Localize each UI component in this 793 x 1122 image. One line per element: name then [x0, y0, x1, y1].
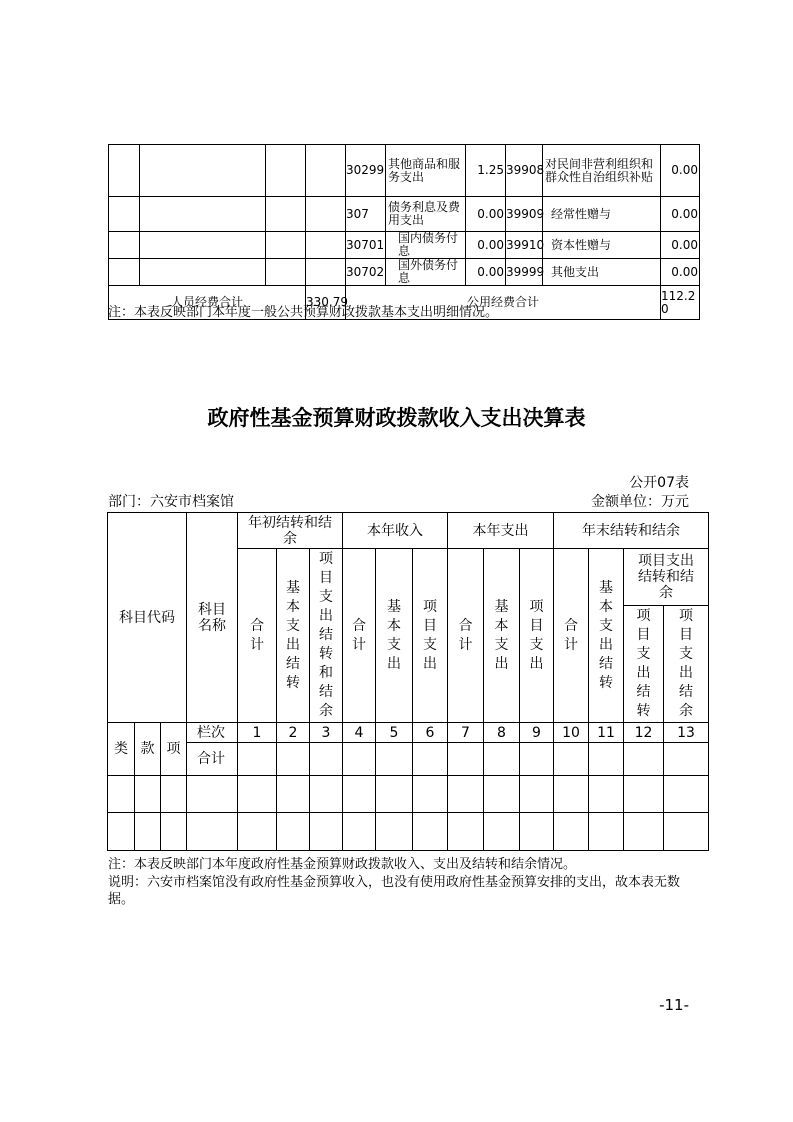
table-row — [109, 232, 700, 259]
table-row — [108, 813, 709, 851]
code-cell: 39999 — [506, 259, 543, 286]
col-basic-header: 基本支出 — [387, 598, 402, 672]
kuan-header: 款 — [135, 723, 161, 776]
code-cell: 39908 — [506, 145, 543, 197]
item-name-cell: 资本性赠与 — [543, 232, 661, 259]
amount-cell: 0.00 — [466, 197, 506, 232]
lei-header: 类 — [108, 723, 135, 776]
public-total-label: 公用经费合计 — [346, 286, 661, 320]
subject-code-header: 科目代码 — [108, 513, 187, 723]
col-number: 3 — [310, 723, 343, 743]
amount-cell: 0.00 — [466, 259, 506, 286]
code-cell: 39910 — [506, 232, 543, 259]
col-total-header: 合计 — [564, 617, 579, 653]
col-number: 10 — [554, 723, 589, 743]
xiang-header: 项 — [161, 723, 187, 776]
code-cell: 30702 — [346, 259, 386, 286]
col-basic-carry-header: 基本支出结转 — [599, 579, 614, 691]
col-number: 1 — [238, 723, 277, 743]
header-row — [108, 513, 709, 549]
code-cell: 30701 — [346, 232, 386, 259]
public-total-value: 112.20 — [661, 286, 700, 320]
page-number: -11- — [659, 996, 689, 1014]
amount-cell: 1.25 — [466, 145, 506, 197]
government-fund-table — [107, 512, 709, 851]
col-project-carry-header: 项目支出结转和结余 — [319, 551, 333, 719]
table-row — [109, 197, 700, 232]
amount-cell: 0.00 — [661, 197, 700, 232]
opening-balance-header: 年初结转和结余 — [238, 513, 343, 549]
item-name-cell: 国内债务付息 — [386, 232, 466, 259]
item-name-cell: 对民间非营利组织和群众性自治组织补贴 — [543, 145, 661, 197]
column-number-row — [108, 723, 709, 743]
col-project-surplus-header: 项目支出结余 — [679, 608, 694, 719]
table-row — [108, 776, 709, 813]
col-basic-header: 基本支出 — [494, 598, 509, 672]
lanci-label: 栏次 — [187, 723, 238, 743]
amount-cell: 0.00 — [661, 232, 700, 259]
project-carry-group-header: 项目支出结转和结余 — [624, 549, 709, 606]
col-number: 11 — [589, 723, 624, 743]
col-number: 6 — [413, 723, 448, 743]
col-number: 4 — [343, 723, 376, 743]
current-income-header: 本年收入 — [343, 513, 448, 549]
amount-cell: 0.00 — [661, 145, 700, 197]
code-cell: 30299 — [346, 145, 386, 197]
personnel-total-value: 330.79 — [306, 286, 346, 320]
item-name-cell: 经常性赠与 — [543, 197, 661, 232]
item-name-cell: 国外债务付息 — [386, 259, 466, 286]
col-number: 9 — [520, 723, 554, 743]
table-row — [109, 259, 700, 286]
col-project-carry-header: 项目支出结转 — [636, 608, 651, 719]
code-cell: 39909 — [506, 197, 543, 232]
total-row — [108, 743, 709, 776]
table2-explanation: 说明：六安市档案馆没有政府性基金预算收入，也没有使用政府性基金预算安排的支出，故本表无数据。 — [108, 875, 681, 907]
form-number: 公开07表 — [629, 475, 689, 491]
amount-cell: 0.00 — [466, 232, 506, 259]
amount-unit-label: 金额单位：万元 — [591, 494, 689, 510]
item-name-cell: 其他商品和服务支出 — [386, 145, 466, 197]
table2-note: 注：本表反映部门本年度政府性基金预算财政拨款收入、支出及结转和结余情况。 — [108, 857, 577, 872]
col-number: 13 — [664, 723, 709, 743]
col-total-header: 合计 — [352, 617, 367, 653]
col-number: 2 — [277, 723, 310, 743]
col-project-header: 项目支出 — [529, 598, 544, 672]
col-total-header: 合计 — [458, 617, 473, 653]
current-expense-header: 本年支出 — [448, 513, 554, 549]
expense-detail-table — [108, 144, 700, 320]
subject-name-header: 科目名称 — [187, 513, 238, 723]
col-total-header: 合计 — [250, 617, 264, 653]
department-label: 部门：六安市档案馆 — [108, 494, 234, 510]
code-cell: 307 — [346, 197, 386, 232]
personnel-total-label: 人员经费合计 — [109, 286, 306, 320]
item-name-cell: 债务利息及费用支出 — [386, 197, 466, 232]
item-name-cell: 其他支出 — [543, 259, 661, 286]
col-basic-carry-header: 基本支出结转 — [286, 579, 300, 691]
table2-title: 政府性基金预算财政拨款收入支出决算表 — [207, 406, 586, 430]
table1-note: 注：本表反映部门本年度一般公共预算财政拨款基本支出明细情况。 — [108, 305, 499, 320]
col-number: 7 — [448, 723, 484, 743]
amount-cell: 0.00 — [661, 259, 700, 286]
closing-balance-header: 年末结转和结余 — [554, 513, 709, 549]
col-number: 8 — [484, 723, 520, 743]
col-number: 5 — [376, 723, 413, 743]
col-number: 12 — [624, 723, 664, 743]
total-label: 合计 — [187, 743, 238, 776]
col-project-header: 项目支出 — [423, 598, 438, 672]
table-row — [109, 145, 700, 197]
